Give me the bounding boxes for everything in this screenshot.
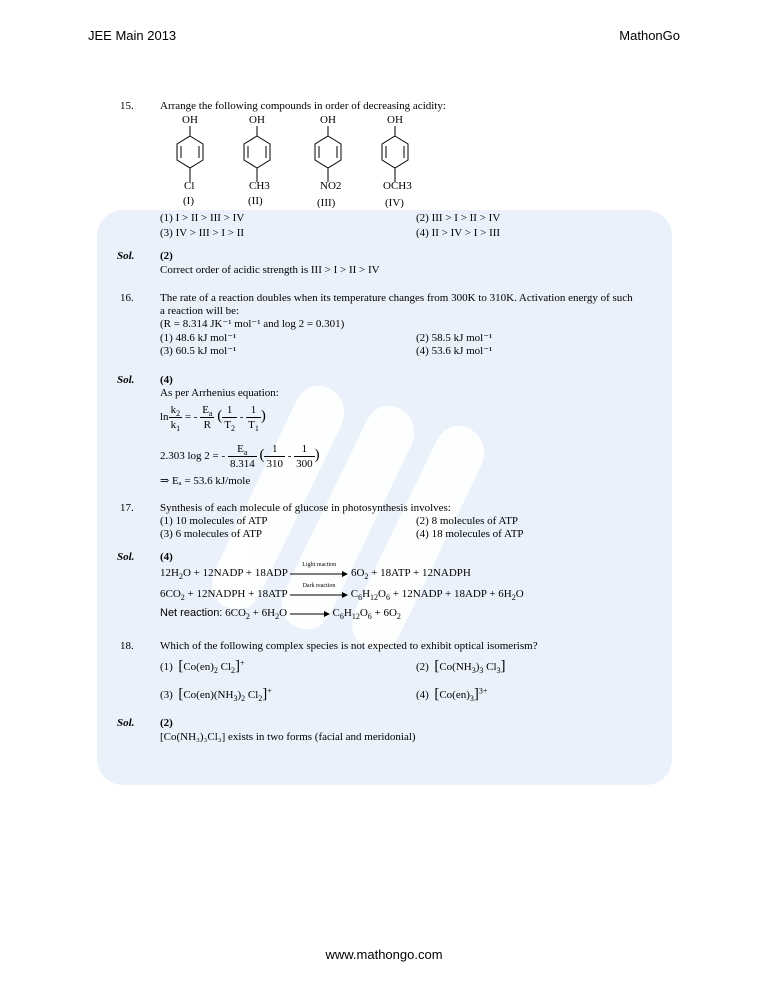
q16-option-4: (4) 53.6 kJ mol⁻¹ xyxy=(416,345,493,357)
light-reaction-equation: $12H_2O$ + 12NADP + 18ADP Light reaction $6O_2 + 18ATP$ + 12NADPH xyxy=(160,567,471,580)
mol-top: OH xyxy=(320,114,336,126)
q15-option-4: (4) II > IV > I > III xyxy=(416,227,501,239)
q15-number: 15. xyxy=(120,100,134,112)
q16-sol-intro: As per Arrhenius equation: xyxy=(160,387,279,399)
arrow-right-icon xyxy=(290,591,348,599)
q16-text-line2: a reaction will be: xyxy=(160,305,240,317)
q16-option-3: (3) 60.5 kJ mol⁻¹ xyxy=(160,345,237,357)
arrhenius-equation: ln $\frac{k_2}{k_1}$ = - $\frac{E_a}{R}$ ( $\frac{1}{T_2}$ - $\frac{1}{T_1}$ ) xyxy=(160,404,266,434)
benzene-ring-icon xyxy=(170,126,210,188)
q17-number: 17. xyxy=(120,502,134,514)
q17-option-4: (4) 18 molecules of ATP xyxy=(416,528,524,540)
header-brand: MathonGo xyxy=(619,28,680,43)
q16-given: (R = 8.314 JK⁻¹ mol⁻¹ and log 2 = 0.301) xyxy=(160,318,345,330)
mol-sub: OCH3 xyxy=(383,180,412,192)
q18-option-2: (2) [$Co(NH_3)_3$ $Cl_3$] xyxy=(416,658,506,676)
mol-label: (I) xyxy=(183,195,194,207)
q18-option-3: (3) [$Co(en)(NH_3)_2$ $Cl_2]^+$ xyxy=(160,686,272,704)
benzene-ring-icon xyxy=(308,126,348,188)
arrhenius-substitution: 2.303 log 2 = - $\frac{E_a}{8.314}$ ( $\frac{1}{310}$ - $\frac{1}{300}$ ) xyxy=(160,443,320,470)
net-reaction-label: Net reaction: xyxy=(160,607,223,619)
q17-sol-label: Sol. xyxy=(117,551,135,563)
q15-text: Arrange the following compounds in order of decreasing acidity: xyxy=(160,100,446,112)
q16-option-1: (1) 48.6 kJ mol⁻¹ xyxy=(160,332,237,344)
q16-number: 16. xyxy=(120,292,134,304)
footer-url: www.mathongo.com xyxy=(325,947,443,962)
q18-text: Which of the following complex species is not expected to exhibit optical isomerism? xyxy=(160,640,538,652)
q16-option-2: (2) 58.5 kJ mol⁻¹ xyxy=(416,332,493,344)
q18-sol-text: [Co(NH₃)₃Cl₃] exists in two forms (facial and meridonial) xyxy=(160,731,416,743)
mol-label: (IV) xyxy=(385,197,404,209)
mol-top: OH xyxy=(387,114,403,126)
q15-sol-label: Sol. xyxy=(117,250,135,262)
q17-option-1: (1) 10 molecules of ATP xyxy=(160,515,268,527)
q18-number: 18. xyxy=(120,640,134,652)
benzene-ring-icon xyxy=(237,126,277,188)
q16-text-line1: The rate of a reaction doubles when its temperature changes from 300K to 310K. Activation energy of such xyxy=(160,292,633,304)
q16-sol-label: Sol. xyxy=(117,374,135,386)
q18-sol-answer: (2) xyxy=(160,717,173,729)
q18-option-4: (4) $[Co(en)_3]^{3+}$ xyxy=(416,686,488,704)
mol-sub: CH3 xyxy=(249,180,270,192)
dark-reaction-label: Dark reaction xyxy=(302,583,336,590)
light-reaction-label: Light reaction xyxy=(302,562,337,569)
mol-top: OH xyxy=(182,114,198,126)
header-exam-title: JEE Main 2013 xyxy=(88,28,177,43)
q15-option-1: (1) I > II > III > IV xyxy=(160,212,245,224)
q18-sol-label: Sol. xyxy=(117,717,135,729)
q15-sol-text: Correct order of acidic strength is III > I > II > IV xyxy=(160,264,380,276)
q17-option-2: (2) 8 molecules of ATP xyxy=(416,515,519,527)
mol-label: (III) xyxy=(317,197,336,209)
net-reaction-equation: Net reaction: $6CO_2 + 6H_2O$ $C_6H_{12}O_6 + 6O_2$ xyxy=(160,607,401,622)
mol-top: OH xyxy=(249,114,265,126)
q18-option-1: (1) [$Co(en)_2$ $Cl_2]^+$ xyxy=(160,658,245,676)
dark-reaction-equation: $6CO_2$ + 12NADPH + 18ATP Dark reaction $C_6H_{12}O_6$ + 12NADP + $18ADP + 6H_2O$ xyxy=(160,588,524,601)
mol-sub: Cl xyxy=(184,180,195,192)
mol-label: (II) xyxy=(248,195,263,207)
q17-sol-answer: (4) xyxy=(160,551,173,563)
mol-sub: NO2 xyxy=(320,180,342,192)
q15-sol-answer: (2) xyxy=(160,250,173,262)
q15-option-2: (2) III > I > II > IV xyxy=(416,212,501,224)
benzene-ring-icon xyxy=(375,126,415,188)
q16-result: ⇒ Eₐ = 53.6 kJ/mole xyxy=(160,475,251,487)
q17-option-3: (3) 6 molecules of ATP xyxy=(160,528,263,540)
q16-sol-answer: (4) xyxy=(160,374,173,386)
q15-option-3: (3) IV > III > I > II xyxy=(160,227,245,239)
q17-text: Synthesis of each molecule of glucose in photosynthesis involves: xyxy=(160,502,451,514)
arrow-right-icon xyxy=(290,610,330,618)
arrow-right-icon xyxy=(290,570,348,578)
